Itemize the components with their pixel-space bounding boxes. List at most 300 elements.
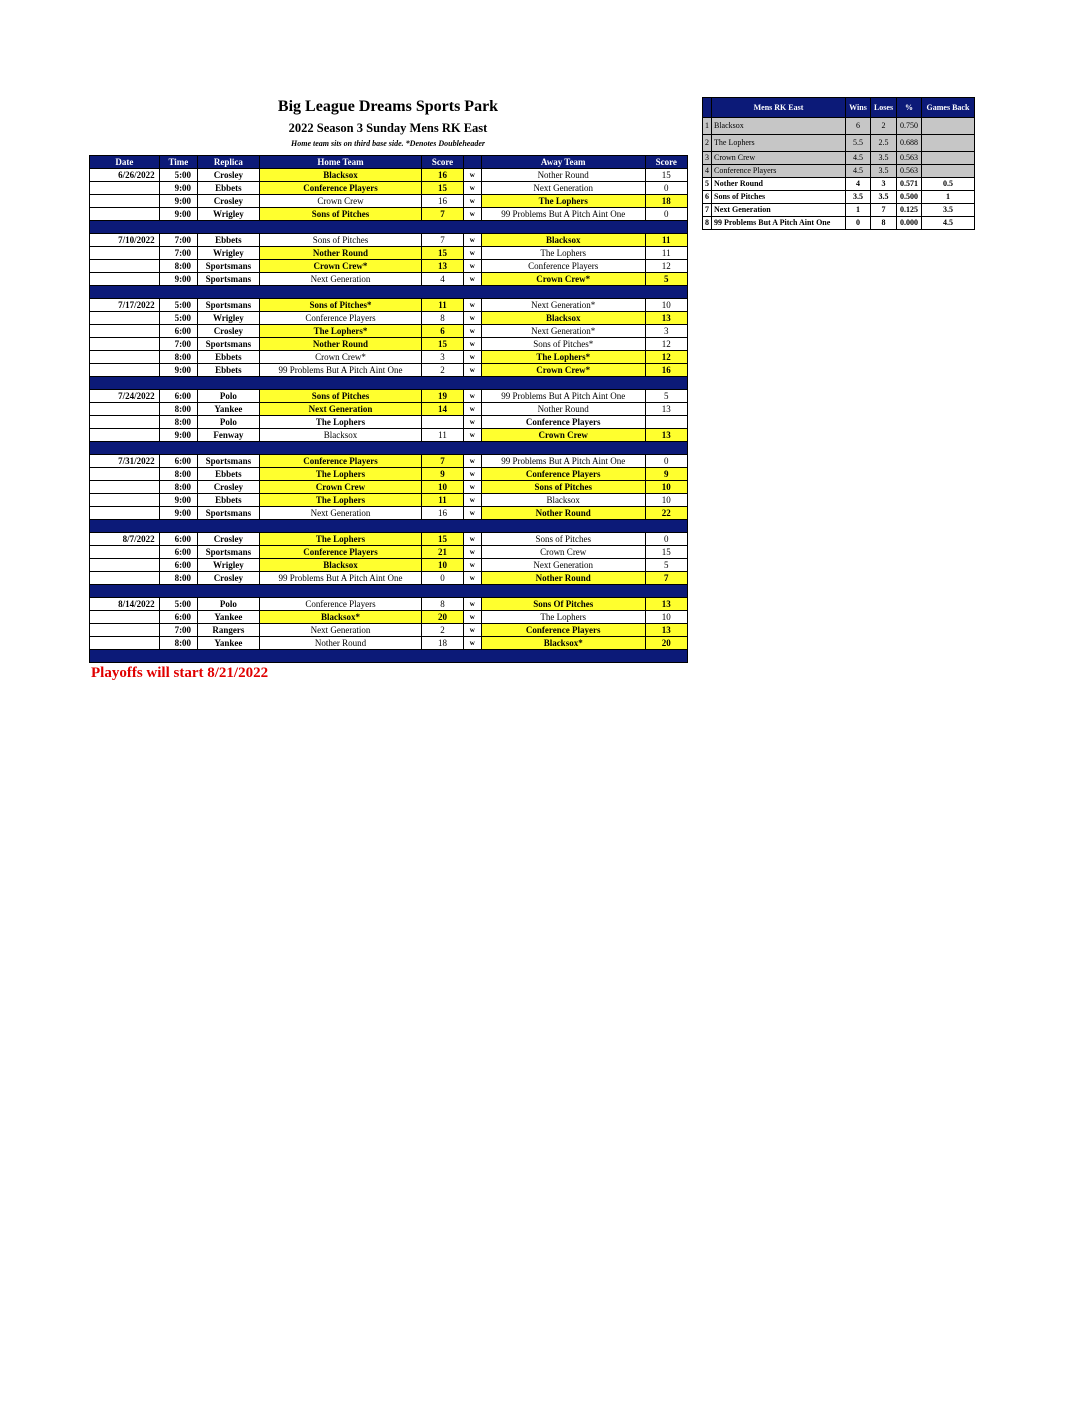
game-time: 9:00: [159, 507, 197, 520]
home-team: Blacksox: [259, 559, 422, 572]
playoffs-note: Playoffs will start 8/21/2022: [91, 665, 269, 681]
game-row: [90, 273, 688, 286]
game-mark: w: [463, 325, 481, 338]
standings-pct-header: %: [897, 98, 922, 118]
away-team: Blacksox*: [481, 637, 645, 650]
standings-row: [703, 217, 975, 230]
away-team: Blacksox: [481, 312, 645, 325]
away-score: 12: [645, 338, 687, 351]
away-team: Next Generation: [481, 559, 645, 572]
away-team: Nother Round: [481, 403, 645, 416]
home-score: 16: [422, 169, 463, 182]
game-mark: w: [463, 455, 481, 468]
standings-loses: 7: [871, 204, 897, 217]
standings-header-row: [703, 98, 975, 118]
standings-team: Next Generation: [712, 204, 846, 217]
game-time: 5:00: [159, 299, 197, 312]
game-mark: w: [463, 429, 481, 442]
home-team: Conference Players: [259, 546, 422, 559]
standings-wins: 4: [846, 178, 871, 191]
game-time: 6:00: [159, 559, 197, 572]
away-score: 0: [645, 533, 687, 546]
game-mark: w: [463, 572, 481, 585]
standings-rank: 8: [703, 217, 712, 230]
game-mark: w: [463, 312, 481, 325]
away-team: Crown Crew*: [481, 364, 645, 377]
home-score: 19: [422, 390, 463, 403]
week-separator: [90, 286, 688, 299]
standings-row: [703, 118, 975, 135]
game-time: 8:00: [159, 468, 197, 481]
game-row: [90, 481, 688, 494]
game-time: 6:00: [159, 390, 197, 403]
game-date-empty: [90, 325, 160, 338]
standings-team: 99 Problems But A Pitch Aint One: [712, 217, 846, 230]
standings-pct: 0.125: [897, 204, 922, 217]
game-replica: Ebbets: [198, 468, 260, 481]
game-replica: Ebbets: [198, 364, 260, 377]
away-score: 13: [645, 598, 687, 611]
away-score: 10: [645, 481, 687, 494]
standings-division-header: Mens RK East: [712, 98, 846, 118]
game-date-empty: [90, 624, 160, 637]
game-date-empty: [90, 260, 160, 273]
home-score: 8: [422, 312, 463, 325]
home-score: [422, 416, 463, 429]
standings-games-back: 0.5: [922, 178, 975, 191]
home-score: 21: [422, 546, 463, 559]
week-separator-bar: [90, 221, 688, 234]
game-time: 6:00: [159, 533, 197, 546]
standings-team: Sons of Pitches: [712, 191, 846, 204]
away-score: [645, 416, 687, 429]
game-mark: w: [463, 247, 481, 260]
game-row: [90, 299, 688, 312]
away-team: Sons Of Pitches: [481, 598, 645, 611]
home-team: Conference Players: [259, 455, 422, 468]
home-score: 7: [422, 234, 463, 247]
standings-row: [703, 152, 975, 165]
game-time: 6:00: [159, 325, 197, 338]
standings-loses: 3.5: [871, 165, 897, 178]
game-date: 7/17/2022: [90, 299, 160, 312]
game-replica: Rangers: [198, 624, 260, 637]
standings-games-back: [922, 152, 975, 165]
standings-team: Nother Round: [712, 178, 846, 191]
away-team: Nother Round: [481, 169, 645, 182]
game-mark: w: [463, 403, 481, 416]
game-row: [90, 312, 688, 325]
game-replica: Yankee: [198, 611, 260, 624]
game-time: 6:00: [159, 455, 197, 468]
col-away-team-header: Away Team: [481, 156, 645, 169]
game-date-empty: [90, 364, 160, 377]
game-mark: w: [463, 351, 481, 364]
game-row: [90, 247, 688, 260]
schedule-table: [89, 155, 688, 663]
game-replica: Crosley: [198, 325, 260, 338]
away-team: Conference Players: [481, 468, 645, 481]
standings-loses: 3.5: [871, 152, 897, 165]
away-score: 13: [645, 312, 687, 325]
standings-pct: 0.571: [897, 178, 922, 191]
game-time: 8:00: [159, 481, 197, 494]
standings-games-back: 3.5: [922, 204, 975, 217]
game-replica: Wrigley: [198, 559, 260, 572]
home-team: Blacksox: [259, 429, 422, 442]
away-team: Nother Round: [481, 507, 645, 520]
standings-pct: 0.563: [897, 165, 922, 178]
away-score: 13: [645, 429, 687, 442]
game-mark: w: [463, 390, 481, 403]
game-time: 9:00: [159, 364, 197, 377]
standings-body: [703, 118, 975, 230]
game-time: 6:00: [159, 611, 197, 624]
week-separator-bar: [90, 650, 688, 663]
week-separator: [90, 585, 688, 598]
game-replica: Yankee: [198, 403, 260, 416]
home-score: 15: [422, 182, 463, 195]
game-row: [90, 234, 688, 247]
away-score: 13: [645, 403, 687, 416]
home-team: Crown Crew*: [259, 351, 422, 364]
col-mark-header: [463, 156, 481, 169]
standings-wins: 1: [846, 204, 871, 217]
game-time: 9:00: [159, 182, 197, 195]
week-separator-bar: [90, 442, 688, 455]
away-score: 5: [645, 559, 687, 572]
standings-rank: 2: [703, 135, 712, 152]
home-team: Blacksox: [259, 169, 422, 182]
standings-wins: 4.5: [846, 152, 871, 165]
away-score: 13: [645, 624, 687, 637]
away-score: 5: [645, 273, 687, 286]
standings-row: [703, 135, 975, 152]
game-time: 8:00: [159, 416, 197, 429]
schedule-header: [88, 96, 688, 151]
game-row: [90, 390, 688, 403]
away-team: Blacksox: [481, 234, 645, 247]
home-score: 15: [422, 247, 463, 260]
home-score: 15: [422, 338, 463, 351]
game-date-empty: [90, 559, 160, 572]
game-replica: Sportsmans: [198, 507, 260, 520]
game-mark: w: [463, 494, 481, 507]
game-mark: w: [463, 169, 481, 182]
game-replica: Crosley: [198, 195, 260, 208]
game-mark: w: [463, 273, 481, 286]
game-time: 8:00: [159, 403, 197, 416]
game-row: [90, 611, 688, 624]
home-team: Sons of Pitches: [259, 208, 422, 221]
game-mark: w: [463, 195, 481, 208]
home-team: Blacksox*: [259, 611, 422, 624]
week-separator: [90, 650, 688, 663]
standings-table: [702, 97, 975, 230]
away-score: 10: [645, 299, 687, 312]
home-team: Next Generation: [259, 624, 422, 637]
home-score: 7: [422, 208, 463, 221]
game-mark: w: [463, 299, 481, 312]
away-team: 99 Problems But A Pitch Aint One: [481, 390, 645, 403]
home-score: 11: [422, 299, 463, 312]
game-date: 6/26/2022: [90, 169, 160, 182]
home-team: The Lophers: [259, 416, 422, 429]
game-row: [90, 169, 688, 182]
game-row: [90, 533, 688, 546]
game-time: 7:00: [159, 247, 197, 260]
game-replica: Sportsmans: [198, 546, 260, 559]
home-team: Crown Crew*: [259, 260, 422, 273]
game-row: [90, 364, 688, 377]
game-row: [90, 429, 688, 442]
col-date-header: Date: [90, 156, 160, 169]
home-team: The Lophers: [259, 494, 422, 507]
game-mark: w: [463, 468, 481, 481]
away-score: 16: [645, 364, 687, 377]
standings-row: [703, 204, 975, 217]
standings-pct: 0.000: [897, 217, 922, 230]
home-team: The Lophers: [259, 468, 422, 481]
away-score: 18: [645, 195, 687, 208]
game-date-empty: [90, 247, 160, 260]
away-team: Crown Crew*: [481, 273, 645, 286]
game-row: [90, 468, 688, 481]
home-score: 0: [422, 572, 463, 585]
standings-pct: 0.563: [897, 152, 922, 165]
away-score: 15: [645, 169, 687, 182]
away-team: Next Generation*: [481, 325, 645, 338]
away-score: 10: [645, 611, 687, 624]
game-row: [90, 403, 688, 416]
game-replica: Fenway: [198, 429, 260, 442]
home-score: 14: [422, 403, 463, 416]
game-time: 6:00: [159, 546, 197, 559]
game-replica: Wrigley: [198, 312, 260, 325]
game-date-empty: [90, 208, 160, 221]
away-team: The Lophers: [481, 247, 645, 260]
home-team: Sons of Pitches: [259, 234, 422, 247]
game-mark: w: [463, 507, 481, 520]
home-team: Sons of Pitches: [259, 390, 422, 403]
standings-rank: 6: [703, 191, 712, 204]
game-replica: Polo: [198, 598, 260, 611]
standings-games-back: [922, 165, 975, 178]
standings-loses: 2: [871, 118, 897, 135]
game-row: [90, 182, 688, 195]
away-score: 11: [645, 247, 687, 260]
week-separator-bar: [90, 585, 688, 598]
game-row: [90, 598, 688, 611]
home-score: 2: [422, 624, 463, 637]
home-team: Conference Players: [259, 598, 422, 611]
home-score: 16: [422, 195, 463, 208]
game-mark: w: [463, 611, 481, 624]
home-team: Nother Round: [259, 338, 422, 351]
game-row: [90, 572, 688, 585]
standings-wins-header: Wins: [846, 98, 871, 118]
away-score: 0: [645, 182, 687, 195]
game-row: [90, 494, 688, 507]
away-team: Conference Players: [481, 624, 645, 637]
home-team: Nother Round: [259, 247, 422, 260]
game-time: 9:00: [159, 429, 197, 442]
game-mark: w: [463, 182, 481, 195]
home-team: Conference Players: [259, 312, 422, 325]
game-time: 8:00: [159, 572, 197, 585]
game-date-empty: [90, 468, 160, 481]
standings-rank: 3: [703, 152, 712, 165]
home-score: 4: [422, 273, 463, 286]
away-score: 9: [645, 468, 687, 481]
game-time: 5:00: [159, 598, 197, 611]
home-score: 20: [422, 611, 463, 624]
away-score: 0: [645, 208, 687, 221]
page-title: Big League Dreams Sports Park: [277, 98, 499, 115]
standings-team: The Lophers: [712, 135, 846, 152]
game-date-empty: [90, 182, 160, 195]
game-time: 9:00: [159, 208, 197, 221]
game-date-empty: [90, 637, 160, 650]
game-time: 8:00: [159, 260, 197, 273]
standings-wins: 0: [846, 217, 871, 230]
week-separator: [90, 520, 688, 533]
game-date-empty: [90, 416, 160, 429]
standings-games-back: [922, 135, 975, 152]
away-team: Conference Players: [481, 416, 645, 429]
standings-loses: 3: [871, 178, 897, 191]
game-date-empty: [90, 351, 160, 364]
standings-rank: 4: [703, 165, 712, 178]
game-replica: Wrigley: [198, 247, 260, 260]
game-row: [90, 338, 688, 351]
standings-pct: 0.688: [897, 135, 922, 152]
game-replica: Sportsmans: [198, 455, 260, 468]
home-score: 15: [422, 533, 463, 546]
away-team: Nother Round: [481, 572, 645, 585]
game-time: 8:00: [159, 637, 197, 650]
week-separator-bar: [90, 286, 688, 299]
away-team: The Lophers: [481, 195, 645, 208]
home-score: 3: [422, 351, 463, 364]
home-team: Next Generation: [259, 507, 422, 520]
away-score: 10: [645, 494, 687, 507]
game-date: 7/31/2022: [90, 455, 160, 468]
game-mark: w: [463, 338, 481, 351]
game-time: 7:00: [159, 338, 197, 351]
standings-rank: 1: [703, 118, 712, 135]
game-date-empty: [90, 494, 160, 507]
game-date-empty: [90, 195, 160, 208]
game-date-empty: [90, 546, 160, 559]
game-replica: Polo: [198, 416, 260, 429]
standings-games-back: 1: [922, 191, 975, 204]
away-team: Blacksox: [481, 494, 645, 507]
col-home-score-header: Score: [422, 156, 463, 169]
game-replica: Ebbets: [198, 494, 260, 507]
game-time: 9:00: [159, 494, 197, 507]
game-mark: w: [463, 416, 481, 429]
home-score: 10: [422, 559, 463, 572]
game-mark: w: [463, 533, 481, 546]
game-date-empty: [90, 572, 160, 585]
game-mark: w: [463, 624, 481, 637]
game-mark: w: [463, 559, 481, 572]
away-team: The Lophers*: [481, 351, 645, 364]
week-separator: [90, 221, 688, 234]
col-replica-header: Replica: [198, 156, 260, 169]
away-score: 0: [645, 455, 687, 468]
standings-team: Conference Players: [712, 165, 846, 178]
away-score: 7: [645, 572, 687, 585]
away-team: Sons of Pitches*: [481, 338, 645, 351]
game-replica: Ebbets: [198, 182, 260, 195]
game-mark: w: [463, 364, 481, 377]
home-team: Next Generation: [259, 273, 422, 286]
home-score: 6: [422, 325, 463, 338]
game-replica: Crosley: [198, 572, 260, 585]
game-time: 8:00: [159, 351, 197, 364]
game-replica: Wrigley: [198, 208, 260, 221]
game-row: [90, 416, 688, 429]
game-replica: Sportsmans: [198, 273, 260, 286]
game-time: 9:00: [159, 195, 197, 208]
game-date-empty: [90, 429, 160, 442]
home-score: 16: [422, 507, 463, 520]
home-score: 18: [422, 637, 463, 650]
week-separator-bar: [90, 520, 688, 533]
game-mark: w: [463, 234, 481, 247]
game-row: [90, 637, 688, 650]
standings-wins: 3.5: [846, 191, 871, 204]
away-score: 11: [645, 234, 687, 247]
away-team: Crown Crew: [481, 546, 645, 559]
home-team: Crown Crew: [259, 195, 422, 208]
game-replica: Sportsmans: [198, 260, 260, 273]
away-score: 15: [645, 546, 687, 559]
standings-rank-header: [703, 98, 712, 118]
home-score: 13: [422, 260, 463, 273]
game-row: [90, 195, 688, 208]
home-team: 99 Problems But A Pitch Aint One: [259, 364, 422, 377]
game-mark: w: [463, 546, 481, 559]
away-score: 20: [645, 637, 687, 650]
game-time: 9:00: [159, 273, 197, 286]
game-mark: w: [463, 481, 481, 494]
away-score: 12: [645, 351, 687, 364]
schedule-header-row: [90, 156, 688, 169]
home-score: 2: [422, 364, 463, 377]
game-time: 7:00: [159, 624, 197, 637]
game-date-empty: [90, 338, 160, 351]
game-replica: Crosley: [198, 481, 260, 494]
game-row: [90, 351, 688, 364]
col-time-header: Time: [159, 156, 197, 169]
home-team: Sons of Pitches*: [259, 299, 422, 312]
week-separator: [90, 442, 688, 455]
game-date-empty: [90, 507, 160, 520]
standings-games-back-header: Games Back: [922, 98, 975, 118]
standings-row: [703, 178, 975, 191]
game-replica: Polo: [198, 390, 260, 403]
home-team: Crown Crew: [259, 481, 422, 494]
standings-wins: 6: [846, 118, 871, 135]
game-replica: Sportsmans: [198, 338, 260, 351]
game-row: [90, 507, 688, 520]
game-mark: w: [463, 637, 481, 650]
game-replica: Crosley: [198, 169, 260, 182]
home-team: The Lophers: [259, 533, 422, 546]
